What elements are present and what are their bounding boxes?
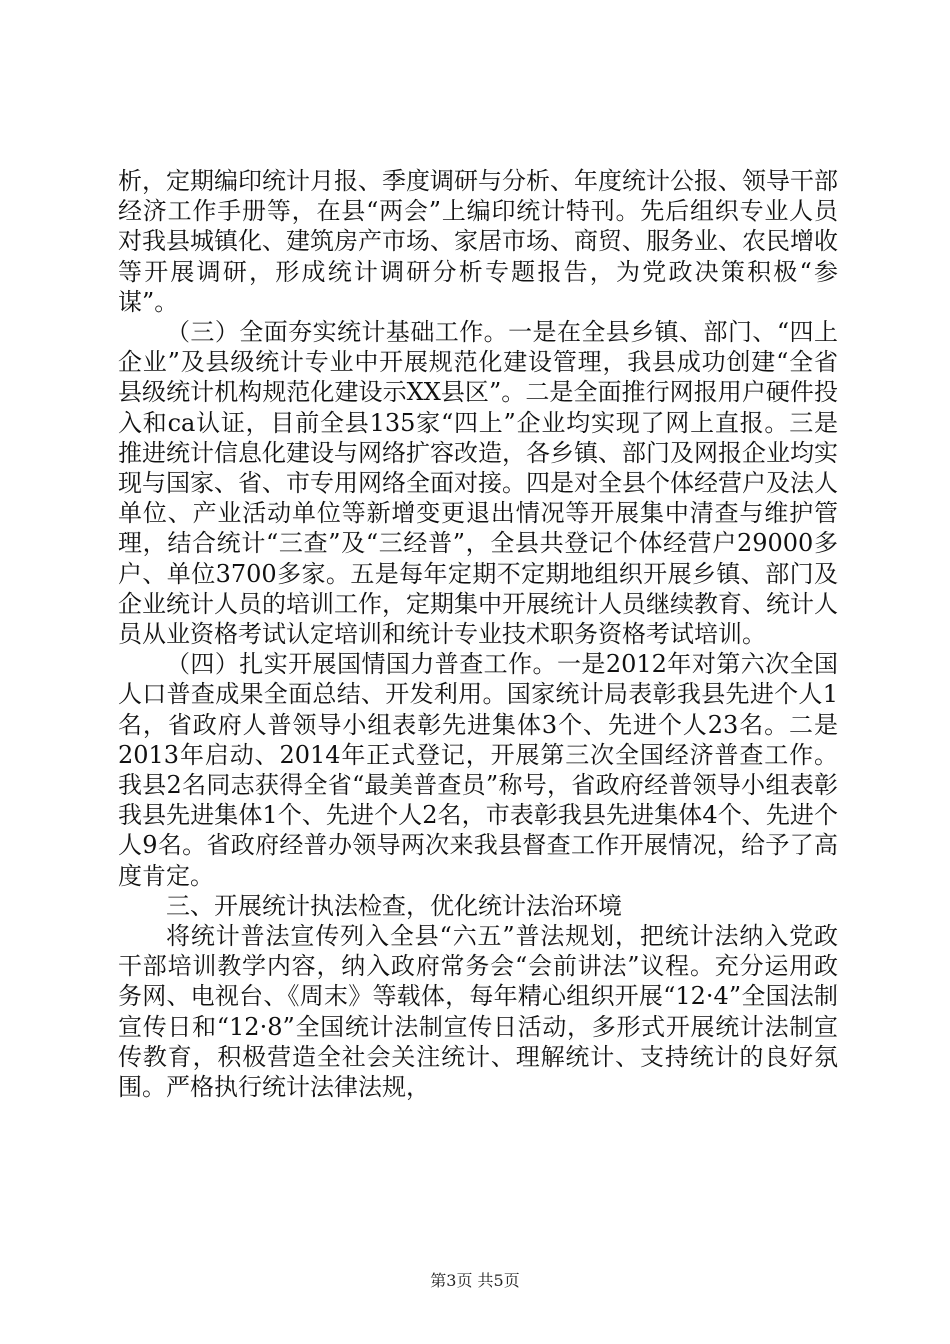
paragraph-law-publicity: 将统计普法宣传列入全县“六五”普法规划，把统计法纳入党政干部培训教学内容，纳入政府常务会“会前讲法”议程。充分运用政务网、电视台、《周末》等载体，每年精心组织开展“12·4”全国法制宣传日和“12·8”全国统计法制宣传日活动，多形式开展统计法制宣传教育，积极营造全社会关注统计、理解统计、支持统计的良好氛围。严格执行统计法律法规， — [118, 922, 838, 1102]
paragraph-section-3-statistics-foundation: （三）全面夯实统计基础工作。一是在全县乡镇、部门、“四上企业”及县级统计专业中开展规范化建设管理，我县成功创建“全省县级统计机构规范化建设示XX县区”。二是全面推行网报用户硬件投入和ca认证，目前全县135家“四上”企业均实现了网上直报。三是推进统计信息化建设与网络扩容改造，各乡镇、部门及网报企业均实现与国家、省、市专用网络全面对接。四是对全县个体经营户及法人单位、产业活动单位等新增变更退出情况等开展集中清查与维护管理，结合统计“三查”及“三经普”，全县共登记个体经营户29000多户、单位3700多家。五是每年定期不定期地组织开展乡镇、部门及企业统计人员的培训工作，定期集中开展统计人员继续教育、统计人员从业资格考试认定培训和统计专业技术职务资格考试培训。 — [118, 318, 838, 649]
paragraph-continuation: 析，定期编印统计月报、季度调研与分析、年度统计公报、领导干部经济工作手册等，在县“两会”上编印统计特刊。先后组织专业人员对我县城镇化、建筑房产市场、家居市场、商贸、服务业、农民增收等开展调研，形成统计调研分析专题报告，为党政决策积极“参谋”。 — [118, 167, 838, 316]
page-footer: 第3页 共5页 — [430, 1271, 520, 1290]
section-heading-law-enforcement: 三、开展统计执法检查，优化统计法治环境 — [166, 891, 622, 920]
paragraph-section-4-census-work: （四）扎实开展国情国力普查工作。一是2012年对第六次全国人口普查成果全面总结、开发利用。国家统计局表彰我县先进个人1名，省政府人普领导小组表彰先进集体3个、先进个人23名。二是2013年启动、2014年正式登记，开展第三次全国经济普查工作。我县2名同志获得全省“最美普查员”称号，省政府经普领导小组表彰我县先进集体1个、先进个人2名，市表彰我县先进集体4个、先进个人9名。省政府经普办领导两次来我县督查工作开展情况，给予了高度肯定。 — [118, 650, 838, 890]
body-text — [118, 166, 838, 1102]
